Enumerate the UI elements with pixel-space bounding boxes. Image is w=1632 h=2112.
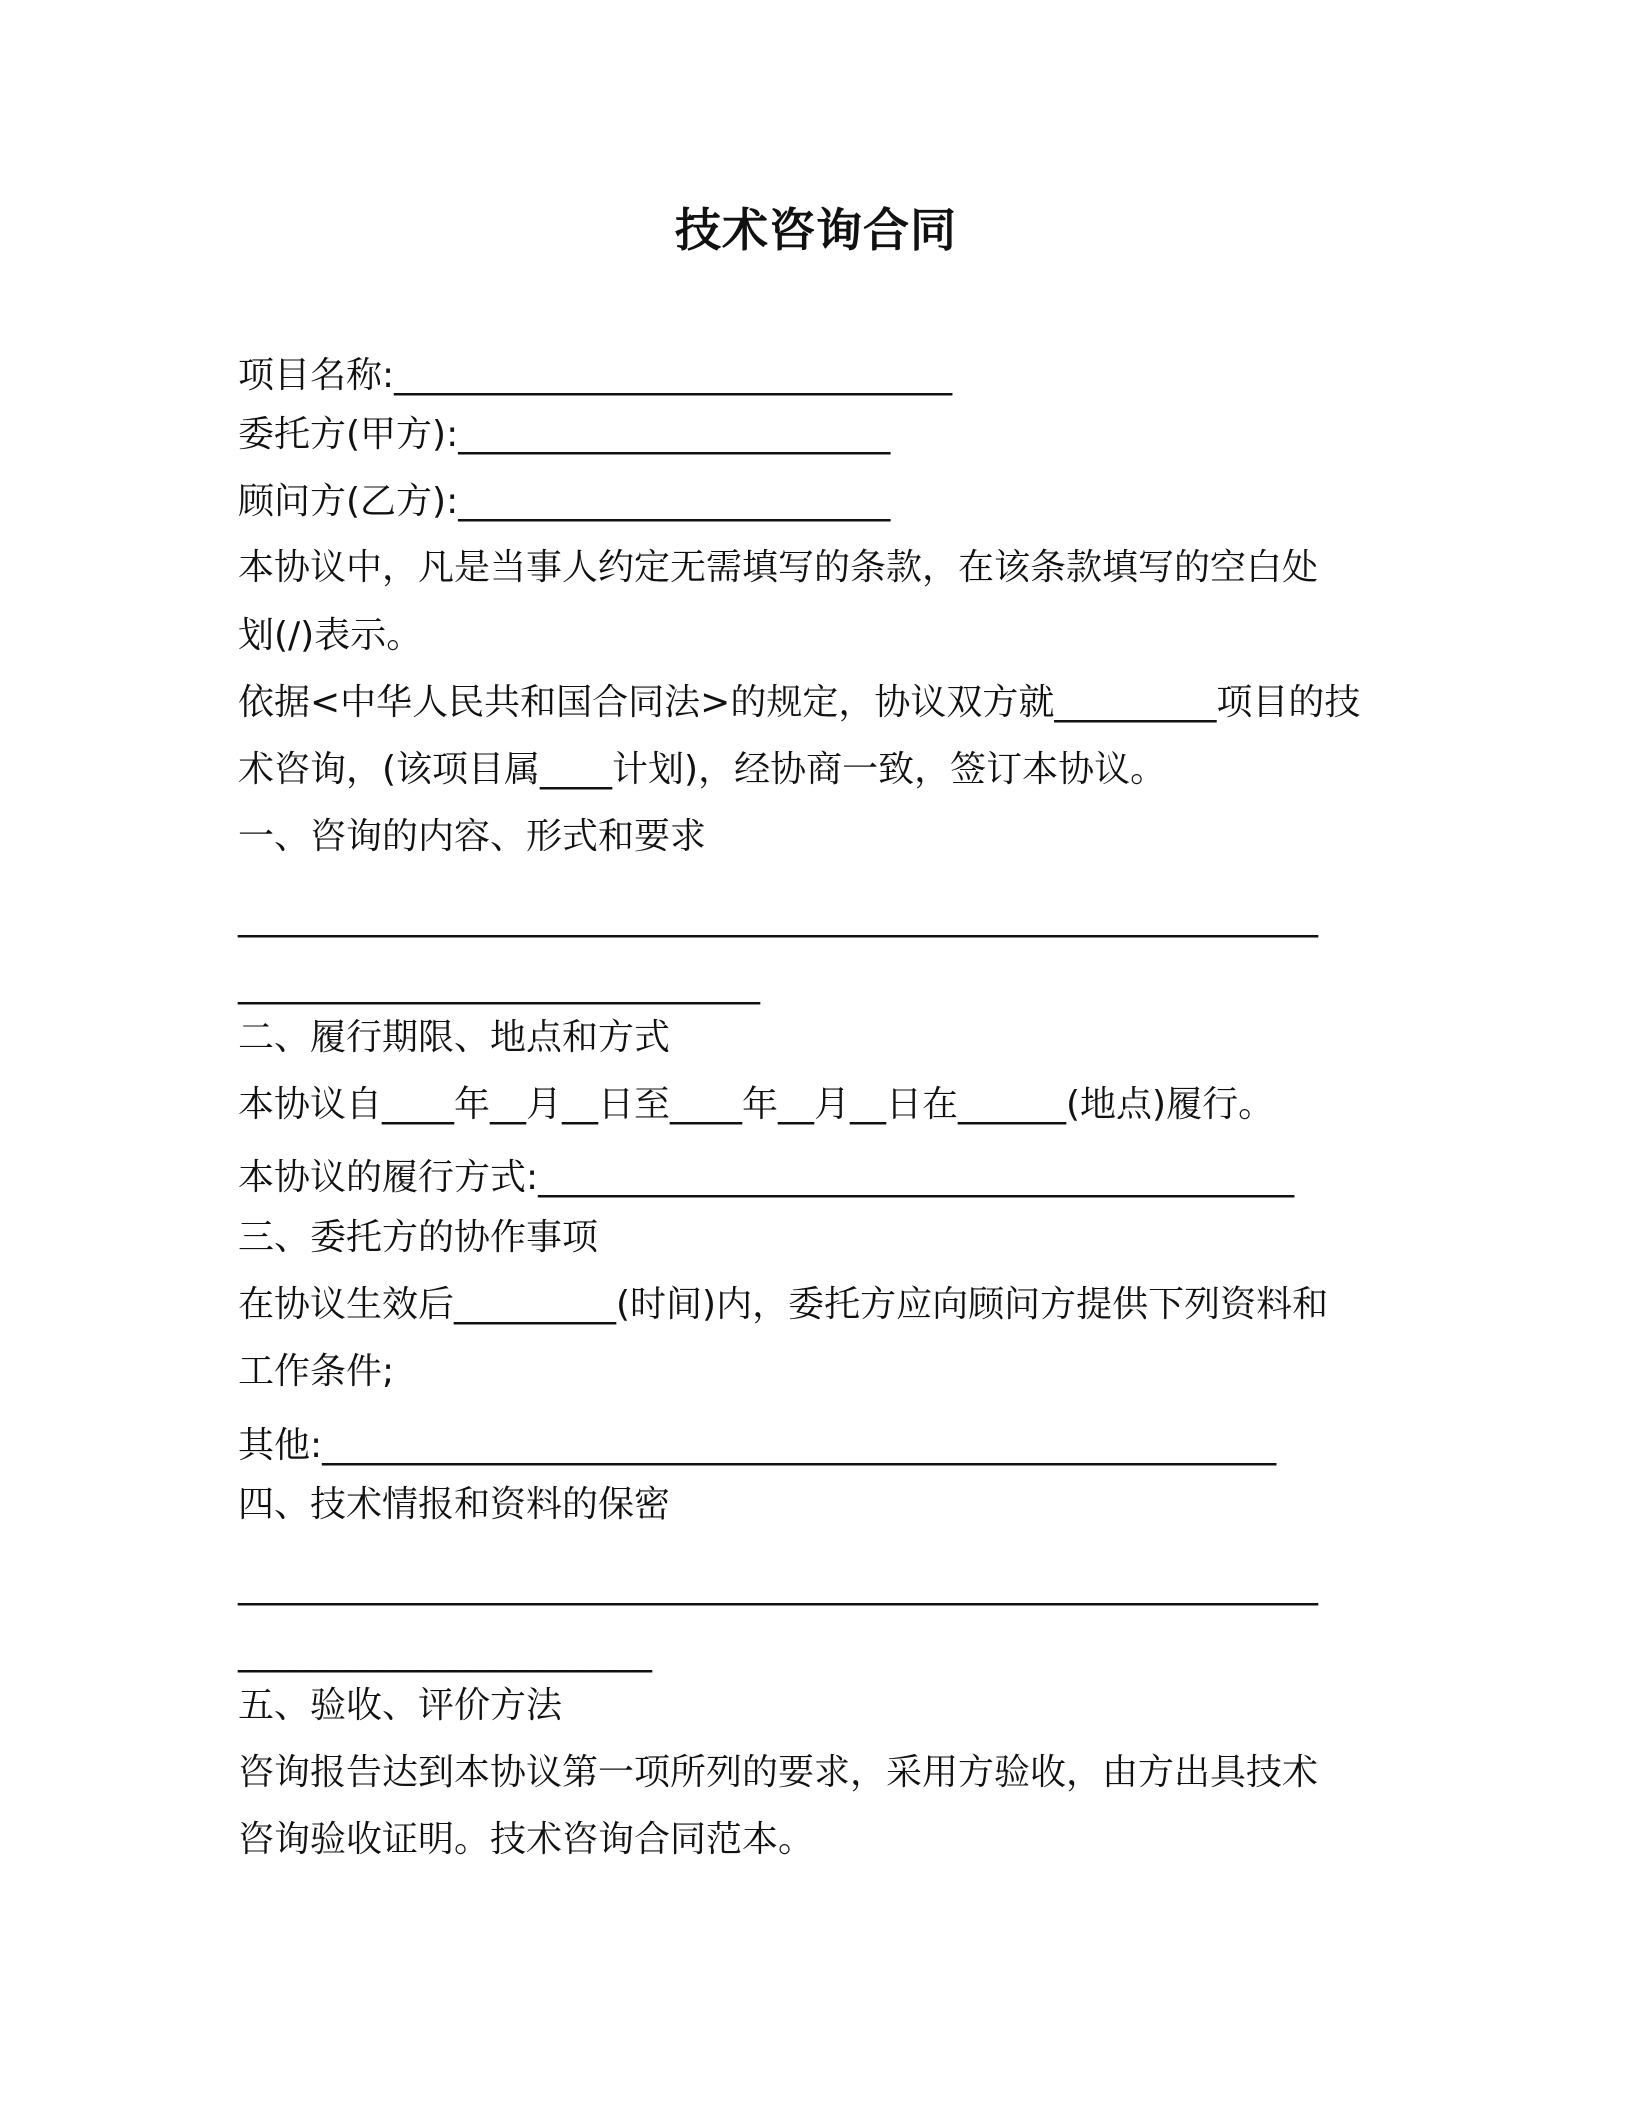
body-paragraph-line: 术咨询，(该项目属____计划)，经协商一致，签订本协议。: [238, 749, 1167, 790]
project-name-field: 项目名称:_______________________________: [238, 355, 953, 396]
consultant-party-b-field: 顾问方(乙方):________________________: [238, 481, 891, 522]
body-paragraph-line: 咨询验收证明。技术咨询合同范本。: [238, 1819, 815, 1860]
blank-fill-line: _______________________: [238, 1632, 652, 1673]
section-heading-2: 二、履行期限、地点和方式: [238, 1017, 671, 1058]
blank-fill-line: _____________________________: [238, 964, 760, 1005]
section-heading-4: 四、技术情报和资料的保密: [238, 1484, 671, 1525]
section-heading-3: 三、委托方的协作事项: [238, 1217, 599, 1258]
blank-fill-line: ____________________________________________________________: [238, 1565, 1318, 1606]
client-party-a-field: 委托方(甲方):________________________: [238, 414, 891, 455]
body-paragraph-line: 依据<中华人民共和国合同法>的规定，协议双方就_________项目的技: [238, 682, 1361, 723]
body-paragraph-line: 本协议自____年__月__日至____年__月__日在______(地点)履行。: [238, 1084, 1275, 1125]
blank-fill-line: ____________________________________________________________: [238, 897, 1318, 938]
other-field: 其他:_____________________________________________________: [238, 1425, 1277, 1466]
performance-method-field: 本协议的履行方式:__________________________________________: [238, 1157, 1295, 1198]
section-heading-1: 一、咨询的内容、形式和要求: [238, 816, 707, 857]
body-paragraph-line: 本协议中，凡是当事人约定无需填写的条款，在该条款填写的空白处: [238, 547, 1319, 588]
body-paragraph-line: 在协议生效后_________(时间)内，委托方应向顾问方提供下列资料和: [238, 1284, 1329, 1325]
section-heading-5: 五、验收、评价方法: [238, 1685, 563, 1726]
body-paragraph-line: 咨询报告达到本协议第一项所列的要求，采用方验收，由方出具技术: [238, 1752, 1319, 1793]
body-paragraph-line: 划(/)表示。: [238, 615, 423, 656]
body-paragraph-line: 工作条件;: [238, 1351, 395, 1392]
document-title: 技术咨询合同: [675, 203, 957, 257]
